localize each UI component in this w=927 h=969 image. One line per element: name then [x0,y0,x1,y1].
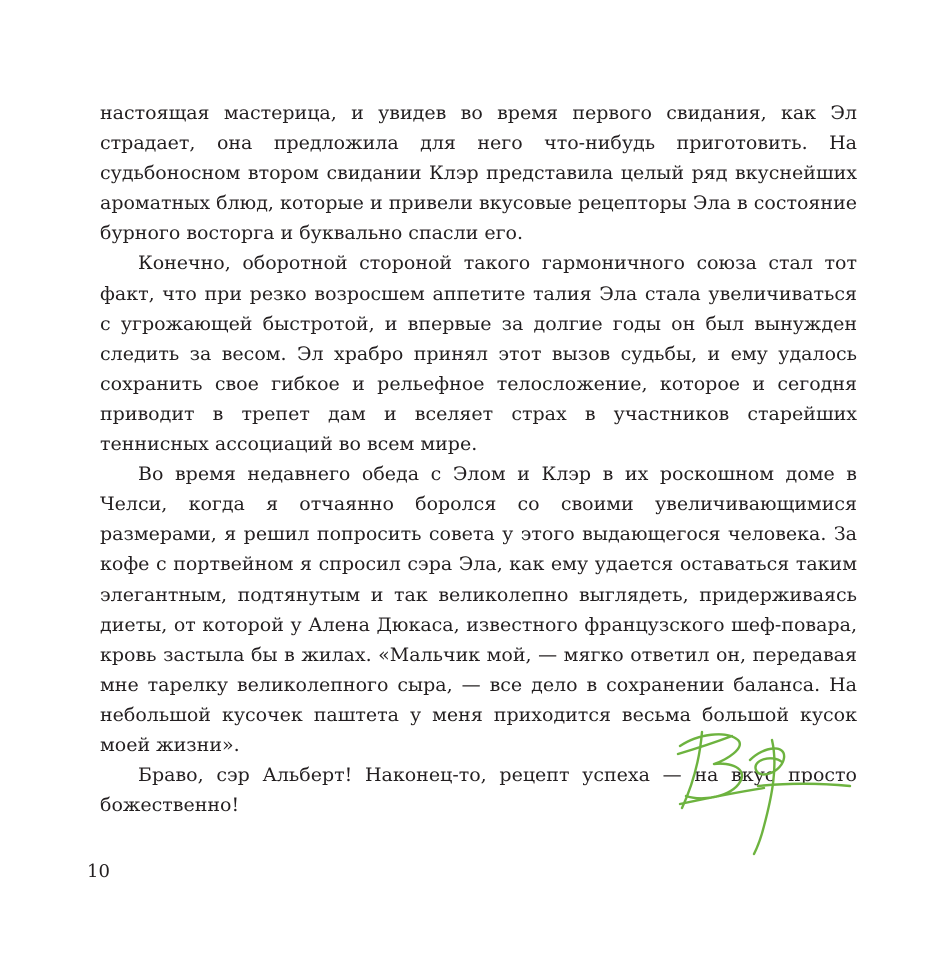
paragraph-1: настоящая мастерица, и увидев во время первого свидания, как Эл страдает, она предложила для него что-нибудь приготовить. На судьбоносном втором свидании Клэр представила целый ряд вкуснейших ароматных блюд, которые и привели вкусовые рецепторы Эла в состояние бурного восторга и буквально спасли его. [100,102,857,245]
signature-icon [668,726,858,856]
paragraph-4: Браво, сэр Альберт! Наконец-то, рецепт успеха — на вкус просто божественно! [100,764,857,817]
body-text [100,98,857,820]
paragraph-3: Во время недавнего обеда с Элом и Клэр в их роскошном доме в Челси, когда я отчаянно боролся со своими увеличивающимися размерами, я решил попросить совета у этого выдающегося человека. За кофе с портвейном я спросил сэра Эла, как ему удается оставаться таким элегантным, подтянутым и так великолепно выглядеть, придерживаясь диеты, от которой у Алена Дюкаса, известного французского шеф-повара, кровь застыла бы в жилах. «Мальчик мой, — мягко ответил он, передавая мне тарелку великолепного сыра, — все дело в сохранении баланса. На небольшой кусочек паштета у меня приходится весьма большой кусок моей жизни». [100,463,857,756]
paragraph-2: Конечно, оборотной стороной такого гармоничного союза стал тот факт, что при резко возросшем аппетите талия Эла стала увеличиваться с угрожающей быстротой, и впервые за долгие годы он был вынужден следить за весом. Эл храбро принял этот вызов судьбы, и ему удалось сохранить свое гибкое и рельефное телосложение, которое и сегодня приводит в трепет дам и вселяет страх в участников старейших теннисных ассоциаций во всем мире. [100,252,857,456]
page-number: 10 [87,861,110,882]
